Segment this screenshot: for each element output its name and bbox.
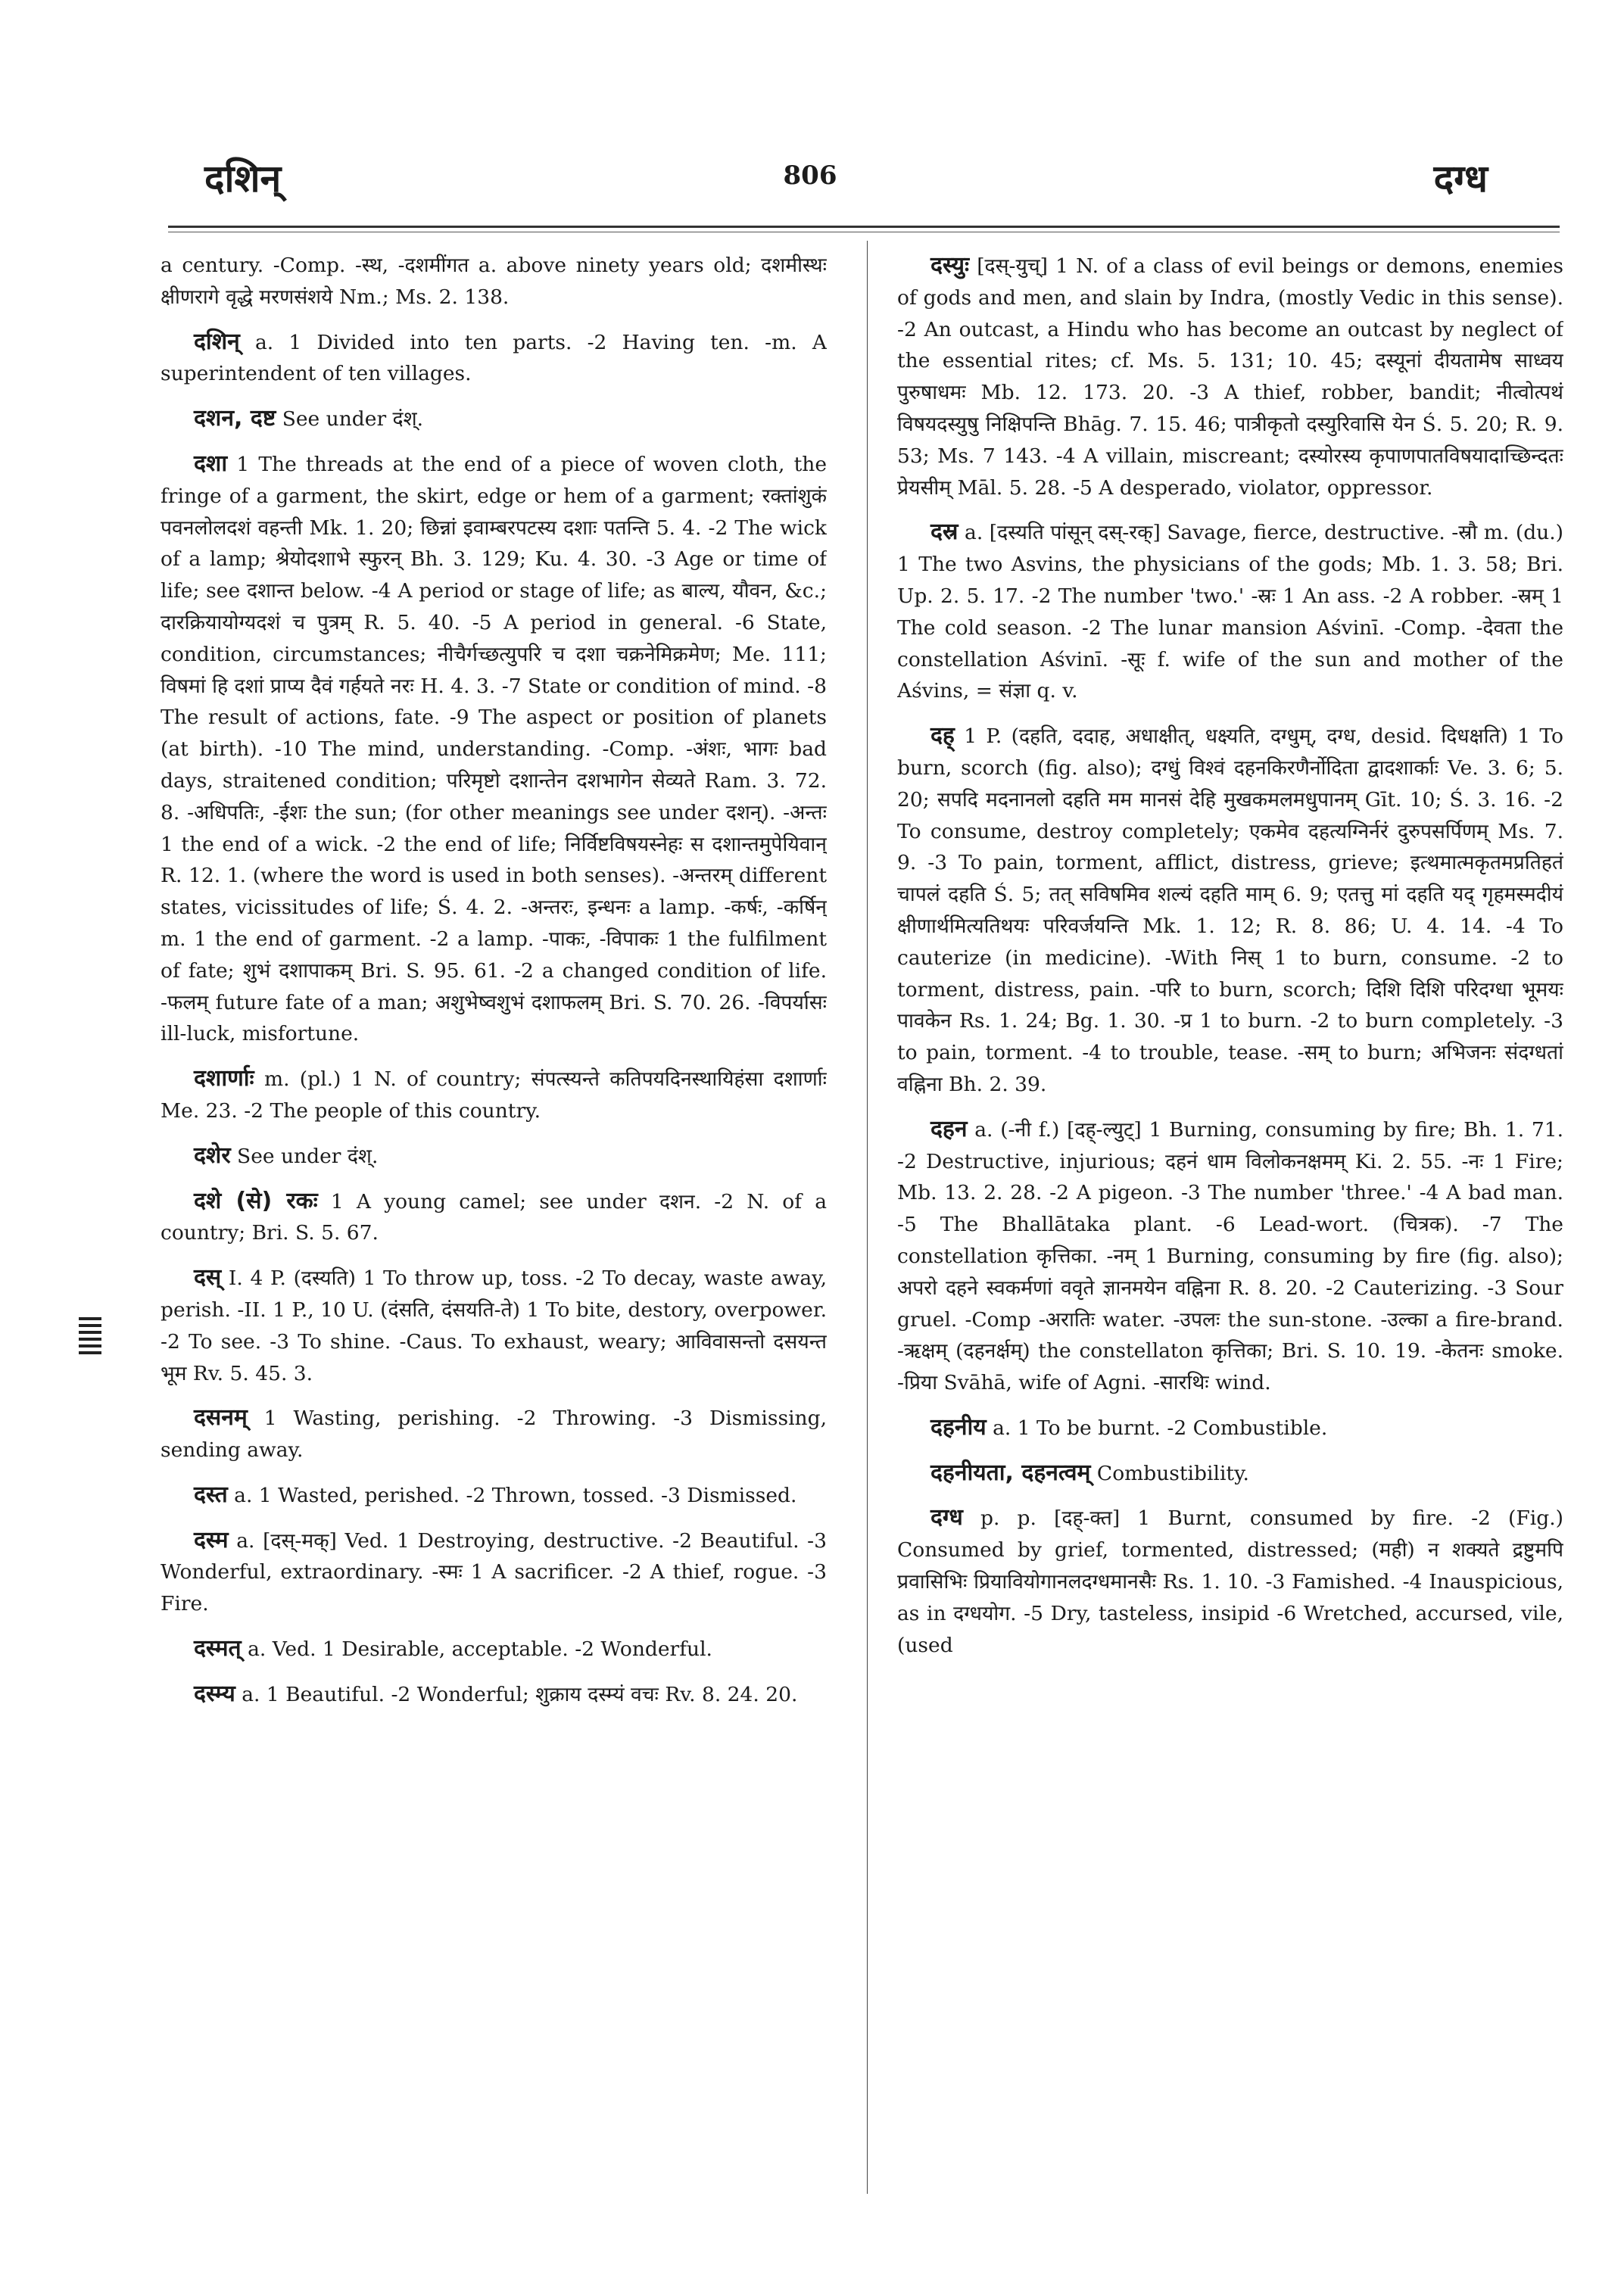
entry-headword: दस्मत् (194, 1635, 242, 1662)
dictionary-entry (897, 1114, 1563, 1399)
entry-definition: a. (-नी f.) [दह्-ल्युट्] 1 Burning, consuming by fire; Bh. 1. 71. -2 Destructive, injurious; दहनं धाम विलोकनक्षमम् Ki. 2. 55. -नः 1 Fire; Mb. 13. 2. 28. -2 A pigeon. -3 The number 'three.' -4 A bad man. -5 The Bhallātaka plant. -6 Lead-wort. (चित्रक). -7 The constellation कृत्तिका. -नम् 1 Burning, consuming by fire (fig. also); अपरो दहने स्वकर्मणां ववृते ज्ञानमयेन वह्निना R. 8. 20. -2 Cauterizing. -3 Sour gruel. -Comp -अरातिः water. -उपलः the sun-stone. -उल्का a fire-brand. -ऋक्षम् (दहनर्क्षम्) the constellaton कृत्तिका; Bri. S. 10. 19. -केतनः smoke. -प्रिया Svāhā, wife of Agni. -सारथिः wind. (897, 1117, 1563, 1395)
entry-definition: m. (pl.) 1 N. of country; संपत्स्यन्ते कतिपयदिनस्थायिहंसा दशार्णाः Me. 23. -2 The people of this country. (161, 1067, 827, 1123)
entry-headword: दशे (से) रकः (194, 1187, 318, 1214)
entry-headword: दहनीयता, दहनत्वम् (930, 1459, 1091, 1486)
entry-definition: 1 Wasting, perishing. -2 Throwing. -3 Dismissing, sending away. (161, 1407, 827, 1463)
right-column (897, 250, 1563, 1674)
entry-definition: p. p. [दह्-क्त] 1 Burnt, consumed by fire. -2 (Fig.) Consumed by grief, tormented, distressed; (मही) न शक्यते द्रष्टुमपि प्रवासिभिः प्रियावियोगानलदग्धमानसैः Rs. 1. 10. -3 Famished. -4 Inauspicious, as in दग्धयोग. -5 Dry, tasteless, insipid -6 Wretched, accursed, vile, (used (897, 1506, 1563, 1657)
dictionary-entry (161, 448, 827, 1050)
dictionary-entry (161, 1063, 827, 1127)
dictionary-entry (161, 1402, 827, 1466)
entry-headword: दह् (930, 722, 955, 749)
dictionary-entry (897, 1412, 1563, 1444)
page-number: 806 (783, 160, 837, 191)
entry-headword: दशार्णाः (194, 1065, 254, 1092)
column-divider (867, 241, 868, 2194)
entry-headword: दशिन् (194, 328, 240, 355)
dictionary-entry (897, 1457, 1563, 1490)
dictionary-entry (161, 1525, 827, 1620)
entry-definition: 1 The threads at the end of a piece of woven cloth, the fringe of a garment, the skirt, edge or hem of a garment; रक्तांशुकं पवनलोलदशं वहन्ती Mk. 1. 20; छिन्नां इवाम्बरपटस्य दशाः पतन्ति 5. 4. -2 The wick of a lamp; श्रेयोदशाभे स्फुरन् Bh. 3. 129; Ku. 4. 30. -3 Age or time of life; see दशान्त below. -4 A period or stage of life; as बाल्य, यौवन, &c.; दारक्रियायोग्यदशं च पुत्रम् R. 5. 40. -5 A period in general. -6 State, condition, circumstances; नीचैर्गच्छत्युपरि च दशा चक्रनेमिक्रमेण; Me. 111; विषमां हि दशां प्राप्य दैवं गर्हयते नरः H. 4. 3. -7 State or condition of mind. -8 The result of actions, fate. -9 The aspect or position of planets (at birth). -10 The mind, understanding. -Comp. -अंशः, भागः bad days, straitened condition; परिमृष्टो दशान्तेन दशभागेन सेव्यते Ram. 3. 72. 8. -अधिपतिः, -ईशः the sun; (for other meanings see under दशन्). -अन्तः 1 the end of a wick. -2 the end of life; निर्विष्टविषयस्नेहः स दशान्तमुपेयिवान् R. 12. 1. (where the word is used in both senses). -अन्तरम् different states, vicissitudes of life; Ś. 4. 2. -अन्तरः, इन्धनः a lamp. -कर्षः, -कर्षिन् m. 1 the end of garment. -2 a lamp. -पाकः, -विपाकः 1 the fulfilment of fate; शुभं दशापाकम् Bri. S. 95. 61. -2 a changed condition of life. -फलम् future fate of a man; अशुभेष्वशुभं दशाफलम् Bri. S. 70. 26. -विपर्यासः ill-luck, misfortune. (161, 452, 827, 1046)
dictionary-entry (161, 1678, 827, 1711)
entry-headword: दहन (930, 1115, 968, 1142)
entry-headword: दशन, दष्ट (194, 405, 276, 432)
entry-headword: दस्त (194, 1481, 228, 1508)
entry-headword: दस्म (194, 1526, 229, 1553)
dictionary-entry (161, 326, 827, 391)
entry-headword: दशेर (194, 1142, 231, 1169)
entry-definition: a. [दस्-मक्] Ved. 1 Destroying, destructive. -2 Beautiful. -3 Wonderful, extraordinary. -स्मः 1 A sacrificer. -2 A thief, rogue. -3 Fire. (161, 1528, 827, 1616)
entry-definition: a. Ved. 1 Desirable, acceptable. -2 Wonderful. (248, 1637, 712, 1662)
dictionary-entry (897, 1502, 1563, 1661)
margin-printer-mark (79, 1317, 101, 1364)
entry-definition: a. [दस्यति पांसून् दस्-रक्] Savage, fierce, destructive. -स्रौ m. (du.) 1 The two Asvins, the physicians of the gods; Mb. 1. 3. 58; Bri. Up. 2. 5. 17. -2 The number 'two.' -स्रः 1 An ass. -2 A robber. -स्रम् 1 The cold season. -2 The lunar mansion Aśvinī. -Comp. -देवता the constellation Aśvinī. -सूः f. wife of the sun and mother of the Aśvins, = संज्ञा q. v. (897, 521, 1563, 703)
entry-definition: I. 4 P. (दस्यति) 1 To throw up, toss. -2 To decay, waste away, perish. -II. 1 P., 10 U. (दंसति, दंसयति-ते) 1 To bite, destory, overpower. -2 To see. -3 To shine. -Caus. To exhaust, weary; आविवासन्तो दसयन्त भूम Rv. 5. 45. 3. (161, 1266, 827, 1385)
entry-definition: [दस्-युच्] 1 N. of a class of evil beings or demons, enemies of gods and men, and slain by Indra, (mostly Vedic in this sense). -2 An outcast, a Hindu who has become an outcast by neglect of the essential rites; cf. Ms. 5. 131; 10. 45; दस्यूनां दीयतामेष साध्वय पुरुषाधमः Mb. 12. 173. 20. -3 A thief, robber, bandit; नीत्वोत्पथं विषयदस्युषु निक्षिपन्ति Bhāg. 7. 15. 46; पात्रीकृतो दस्युरिवासि येन Ś. 5. 20; R. 9. 53; Ms. 7 143. -4 A villain, miscreant; दस्योरस्य कृपाणपातविषयादाच्छिन्दतः प्रेयसीम् Māl. 5. 28. -5 A desperado, violator, oppressor. (897, 254, 1563, 500)
entry-headword: दशा (194, 450, 228, 477)
entry-definition: 1 A young camel; see under दशन. -2 N. of a country; Bri. S. 5. 67. (161, 1189, 827, 1245)
entry-headword: दहनीय (930, 1413, 987, 1441)
entry-definition: a. 1 Wasted, perished. -2 Thrown, tossed. -3 Dismissed. (234, 1483, 797, 1507)
left-column (161, 250, 827, 1724)
entry-headword: दसनम् (194, 1404, 248, 1432)
entry-definition: a. 1 To be burnt. -2 Combustible. (993, 1416, 1328, 1440)
dictionary-entry (161, 1140, 827, 1173)
entry-definition: a century. -Comp. -स्थ, -दशमींगत a. above ninety years old; दशमीस्थः क्षीणरागे वृद्धे मरणसंशये Nm.; Ms. 2. 138. (161, 254, 827, 309)
running-head-left: दशिन् (204, 156, 282, 201)
dictionary-entry (161, 250, 827, 313)
entry-definition: See under दंश्. (237, 1144, 379, 1168)
entry-headword: दग्ध (930, 1504, 963, 1531)
dictionary-entry (161, 1262, 827, 1389)
dictionary-entry (897, 250, 1563, 503)
entry-definition: See under दंश्. (282, 407, 424, 431)
entry-headword: दस् (194, 1264, 222, 1291)
running-head-right: दग्ध (1433, 156, 1488, 201)
dictionary-entry (161, 1479, 827, 1512)
entry-definition: 1 P. (दहति, ददाह, अधाक्षीत्, धक्ष्यति, दग्धुम्, दग्ध, desid. दिधक्षति) 1 To burn, scorch (fig. also); दग्धुं विश्वं दहनकिरणैर्नोदिता द्वादशार्काः Ve. 3. 6; 5. 20; सपदि मदनानलो दहति मम मानसं देहि मुखकमलमधुपानम् Gīt. 10; Ś. 3. 16. -2 To consume, destroy completely; एकमेव दहत्यग्निर्नरं दुरुपसर्पिणम् Ms. 7. 9. -3 To pain, torment, afflict, distress, grieve; इत्थमात्मकृतमप्रतिहतं चापलं दहति Ś. 5; तत् सविषमिव शल्यं दहति माम् 6. 9; एतत्तु मां दहति यद् गृहमस्मदीयं क्षीणार्थमित्यतिथयः परिवर्जयन्ति Mk. 1. 12; R. 8. 86; U. 4. 14. -4 To cauterize (in medicine). -With निस् 1 to burn, consume. -2 to torment, distress, pain. -परि to burn, scorch; दिशि दिशि परिदग्धा भूमयः पावकेन Rs. 1. 24; Bg. 1. 30. -प्र 1 to burn. -2 to burn completely. -3 to pain, torment. -4 to trouble, tease. -सम् to burn; अभिजनः संदग्धतां वह्निना Bh. 2. 39. (897, 724, 1563, 1096)
entry-headword: दस्युः (930, 252, 970, 279)
dictionary-entry (161, 1185, 827, 1250)
dictionary-entry (161, 1633, 827, 1665)
dictionary-entry (161, 403, 827, 435)
dictionary-entry (897, 516, 1563, 707)
entry-headword: दस्र (930, 519, 959, 546)
entry-definition: a. 1 Divided into ten parts. -2 Having ten. -m. A superintendent of ten villages. (161, 330, 827, 386)
entry-definition: a. 1 Beautiful. -2 Wonderful; शुक्राय दस्म्यं वचः Rv. 8. 24. 20. (242, 1682, 798, 1706)
dictionary-entry (897, 720, 1563, 1101)
entry-definition: Combustibility. (1096, 1461, 1249, 1485)
header-rule (168, 226, 1560, 228)
entry-headword: दस्म्य (194, 1680, 235, 1707)
